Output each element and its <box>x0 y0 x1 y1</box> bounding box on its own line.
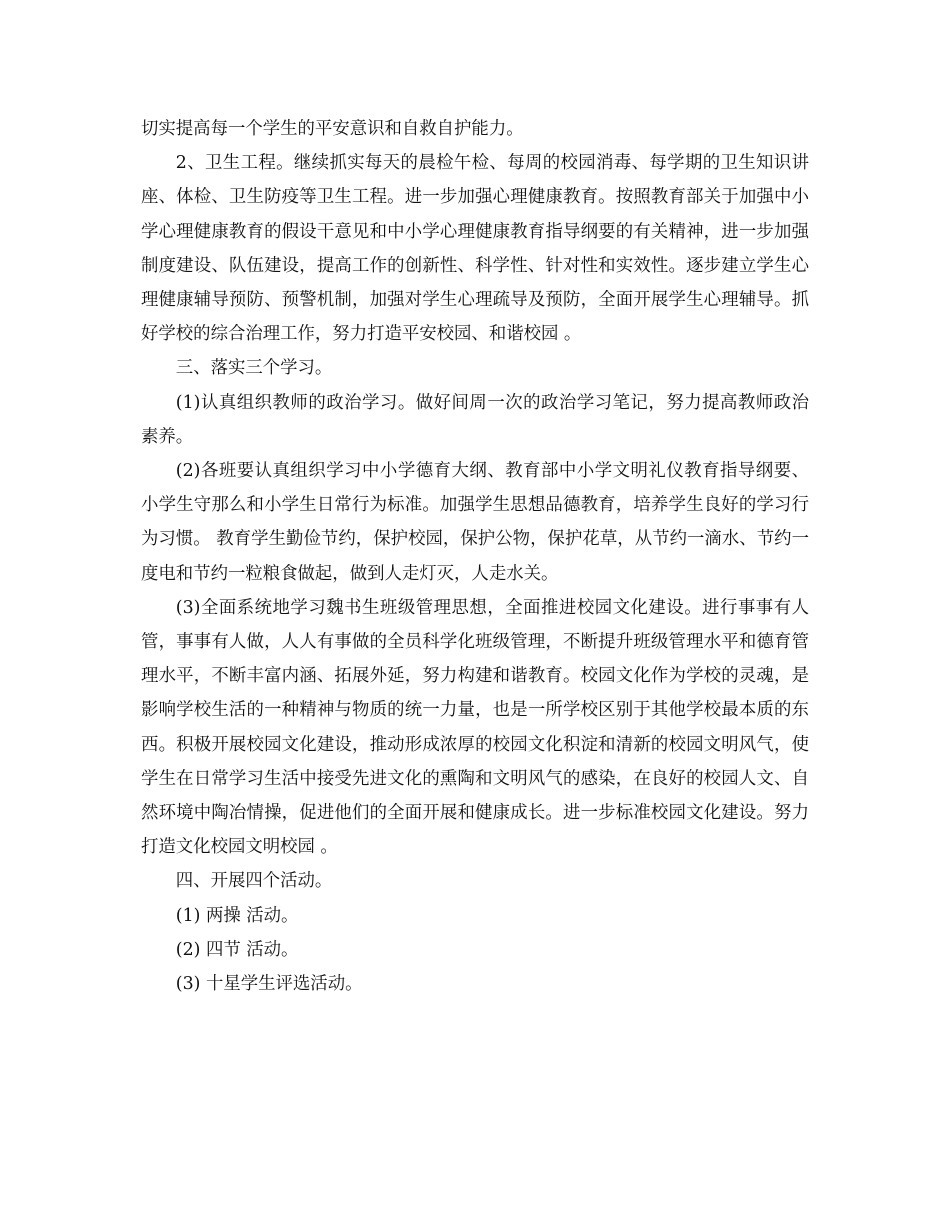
list-item-activity-1: (1) 两操 活动。 <box>175 905 299 926</box>
section-heading-three-studies: 三、落实三个学习。 <box>175 358 333 379</box>
list-item-study-1: (1)认真组织教师的政治学习。做好间周一次的政治学习笔记，努力提高教师政治素养。 <box>141 392 809 447</box>
paragraph-hygiene-project: 2、卫生工程。继续抓实每天的晨检午检、每周的校园消毒、每学期的卫生知识讲座、体检、卫生防疫等卫生工程。进一步加强心理健康教育。按照教育部关于加强中小学心理健康教育的假设干意见和中小学心理健康教育指导纲要的有关精神，进一步加强制度建设、队伍建设，提高工作的创新性、科学性、针对性和实效性。逐步建立学生心理健康辅导预防、预警机制，加强对学生心理疏导及预防，全面开展学生心理辅导。抓好学校的综合治理工作，努力打造平安校园、和谐校园 。 <box>141 153 809 345</box>
list-item-study-3: (3)全面系统地学习魏书生班级管理思想，全面推进校园文化建设。进行事事有人管，事事有人做，人人有事做的全员科学化班级管理，不断提升班级管理水平和德育管理水平，不断丰富内涵、拓展外延，努力构建和谐教育。校园文化作为学校的灵魂，是影响学校生活的一种精神与物质的统一力量，也是一所学校区别于其他学校最本质的东西。积极开展校园文化建设，推动形成浓厚的校园文化积淀和清新的校园文明风气，使学生在日常学习生活中接受先进文化的熏陶和文明风气的感染，在良好的校园人文、自然环境中陶冶情操，促进他们的全面开展和健康成长。进一步标准校园文化建设。努力打造文化校园文明校园 。 <box>141 597 809 858</box>
paragraph-continuation: 切实提高每一个学生的平安意识和自救自护能力。 <box>141 119 524 139</box>
document-body <box>141 112 809 1001</box>
list-item-activity-3: (3) 十星学生评选活动。 <box>175 974 363 995</box>
list-item-activity-2: (2) 四节 活动。 <box>175 939 299 960</box>
list-item-study-2: (2)各班要认真组织学习中小学德育大纲、教育部中小学文明礼仪教育指导纲要、小学生守那么和小学生日常行为标准。加强学生思想品德教育，培养学生良好的学习行为习惯。 教育学生勤俭节约，保护校园，保护公物，保护花草，从节约一滴水、节约一度电和节约一粒粮食做起，做到人走灯灭，人走水关。 <box>141 461 809 584</box>
section-heading-four-activities: 四、开展四个活动。 <box>175 871 333 892</box>
